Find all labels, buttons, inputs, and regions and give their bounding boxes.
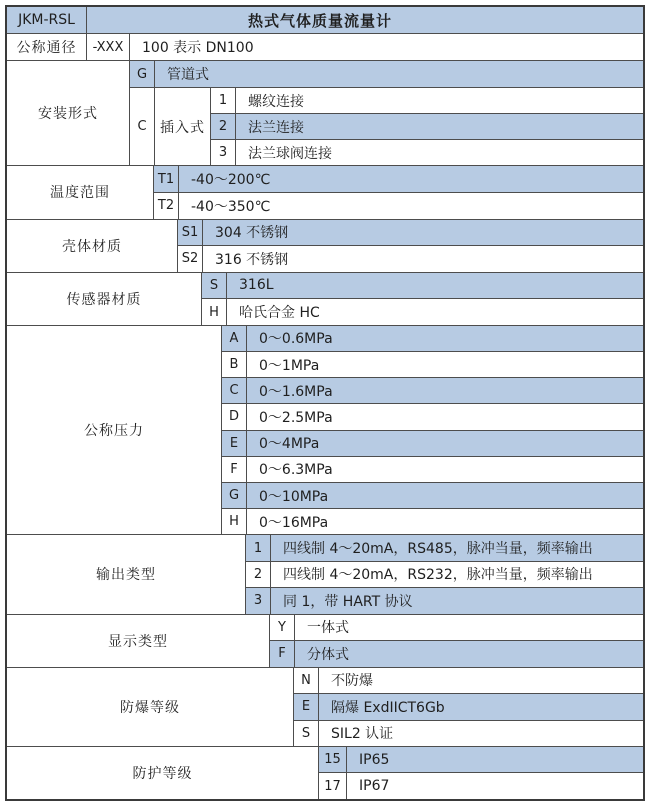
ordering-code-table — [5, 5, 645, 801]
code-cell: E — [294, 694, 319, 719]
code-cell: 15 — [319, 747, 347, 773]
table-row — [202, 298, 643, 325]
table-row — [246, 561, 643, 587]
code-cell: T2 — [154, 193, 179, 219]
value-cell: 同 1，带 HART 协议 — [283, 593, 413, 610]
value-cell: 哈氏合金 HC — [239, 305, 320, 322]
table-row — [154, 166, 643, 192]
value-cell: 304 不锈钢 — [215, 225, 289, 242]
value-cell: IP65 — [359, 751, 390, 768]
table-row — [222, 430, 643, 456]
table-row — [246, 587, 643, 613]
table-row — [211, 113, 643, 139]
section-protection-rating — [7, 746, 643, 799]
value-cell: 一体式 — [307, 620, 349, 637]
section-label: 安装形式 — [7, 61, 130, 165]
section-sensor-material — [7, 272, 643, 325]
code-cell: H — [222, 509, 247, 534]
code-cell: 3 — [211, 140, 236, 165]
table-row — [222, 508, 643, 534]
value-cell: 螺纹连接 — [248, 93, 304, 110]
value-cell: IP67 — [359, 778, 390, 795]
table-row — [222, 403, 643, 429]
table-row — [294, 693, 643, 719]
code-cell: S2 — [178, 246, 203, 272]
table-row — [319, 772, 643, 799]
value-cell: 四线制 4～20mA，RS232，脉冲当量，频率输出 — [283, 567, 593, 584]
value-cell: 100 表示 DN100 — [142, 40, 254, 57]
value-cell: 0～6.3MPa — [259, 462, 333, 479]
table-row — [294, 668, 643, 693]
value-cell: 不防爆 — [331, 673, 373, 690]
code-cell: T1 — [154, 166, 179, 192]
table-row — [222, 377, 643, 403]
section-label: 公称通径 — [7, 34, 87, 60]
value-cell: 0～2.5MPa — [259, 409, 333, 426]
section-label: 传感器材质 — [7, 273, 202, 325]
code-cell: G — [222, 483, 247, 508]
value-cell: 0～4MPa — [259, 436, 320, 453]
value-cell: 0～1.6MPa — [259, 383, 333, 400]
section-housing-material — [7, 219, 643, 272]
table-row — [222, 456, 643, 482]
section-temperature-range — [7, 165, 643, 218]
section-label: 壳体材质 — [7, 220, 178, 272]
section-display-type — [7, 614, 643, 667]
value-cell: -40～350℃ — [191, 198, 271, 215]
value-cell: 316L — [239, 277, 274, 294]
section-label: 防爆等级 — [7, 668, 294, 746]
code-cell: 17 — [319, 773, 347, 799]
value-cell: -40～200℃ — [191, 172, 271, 189]
code-cell: 2 — [246, 562, 271, 587]
code-cell: C — [222, 378, 247, 403]
table-row — [178, 220, 643, 246]
section-nominal-pressure — [7, 325, 643, 535]
code-cell: D — [222, 404, 247, 429]
section-label: 输出类型 — [7, 535, 246, 613]
value-cell: 316 不锈钢 — [215, 251, 289, 268]
value-cell: 管道式 — [167, 67, 209, 84]
code-cell: N — [294, 668, 319, 693]
code-cell: C — [130, 88, 155, 165]
value-cell: SIL2 认证 — [331, 726, 394, 743]
value-cell: 0～10MPa — [259, 488, 329, 505]
table-row — [222, 351, 643, 377]
value-cell: 四线制 4～20mA，RS485，脉冲当量，频率输出 — [283, 541, 593, 558]
code-cell: G — [130, 61, 155, 87]
value-cell: 法兰连接 — [248, 119, 304, 136]
value-cell: 0～16MPa — [259, 514, 329, 531]
code-cell: 2 — [211, 114, 236, 139]
table-row — [270, 615, 643, 641]
product-title-cell: 热式气体质量流量计 — [87, 7, 643, 33]
insert-type-name-cell: 插入式 — [155, 88, 211, 165]
code-cell: E — [222, 431, 247, 456]
section-output-type — [7, 534, 643, 613]
code-cell: F — [270, 641, 295, 667]
code-cell: 3 — [246, 588, 271, 613]
code-cell: H — [202, 299, 227, 325]
code-cell: F — [222, 457, 247, 482]
value-cell: 隔爆 ExdIICT6Gb — [331, 699, 445, 716]
table-row — [154, 192, 643, 219]
code-cell: -XXX — [87, 34, 130, 60]
table-row — [211, 139, 643, 165]
value-cell: 法兰球阀连接 — [248, 145, 332, 162]
insert-type-subgroup — [130, 87, 643, 165]
value-cell: 0～0.6MPa — [259, 331, 333, 348]
model-code-cell: JKM-RSL — [7, 7, 87, 33]
section-label: 温度范围 — [7, 166, 154, 218]
table-row — [222, 326, 643, 351]
code-cell: A — [222, 326, 247, 351]
table-row — [319, 747, 643, 773]
table-row — [178, 245, 643, 272]
code-cell: Y — [270, 615, 295, 641]
section-label: 防护等级 — [7, 747, 319, 799]
table-row — [87, 34, 643, 60]
section-installation-type — [7, 60, 643, 165]
code-cell: 1 — [246, 535, 271, 560]
header-row — [7, 7, 643, 33]
value-cell: 0～1MPa — [259, 357, 320, 374]
table-row — [270, 640, 643, 667]
code-cell: B — [222, 352, 247, 377]
code-cell: S — [202, 273, 227, 299]
code-cell: 1 — [211, 88, 236, 113]
code-cell: S — [294, 721, 319, 746]
section-nominal-diameter — [7, 33, 643, 60]
section-explosion-proof-rating — [7, 667, 643, 746]
table-row — [294, 720, 643, 746]
value-cell: 分体式 — [307, 646, 349, 663]
table-row — [202, 273, 643, 299]
table-row — [246, 535, 643, 560]
table-row — [222, 482, 643, 508]
table-row — [211, 88, 643, 113]
section-label: 显示类型 — [7, 615, 270, 667]
code-cell: S1 — [178, 220, 203, 246]
section-label: 公称压力 — [7, 326, 222, 535]
table-row — [130, 61, 643, 87]
